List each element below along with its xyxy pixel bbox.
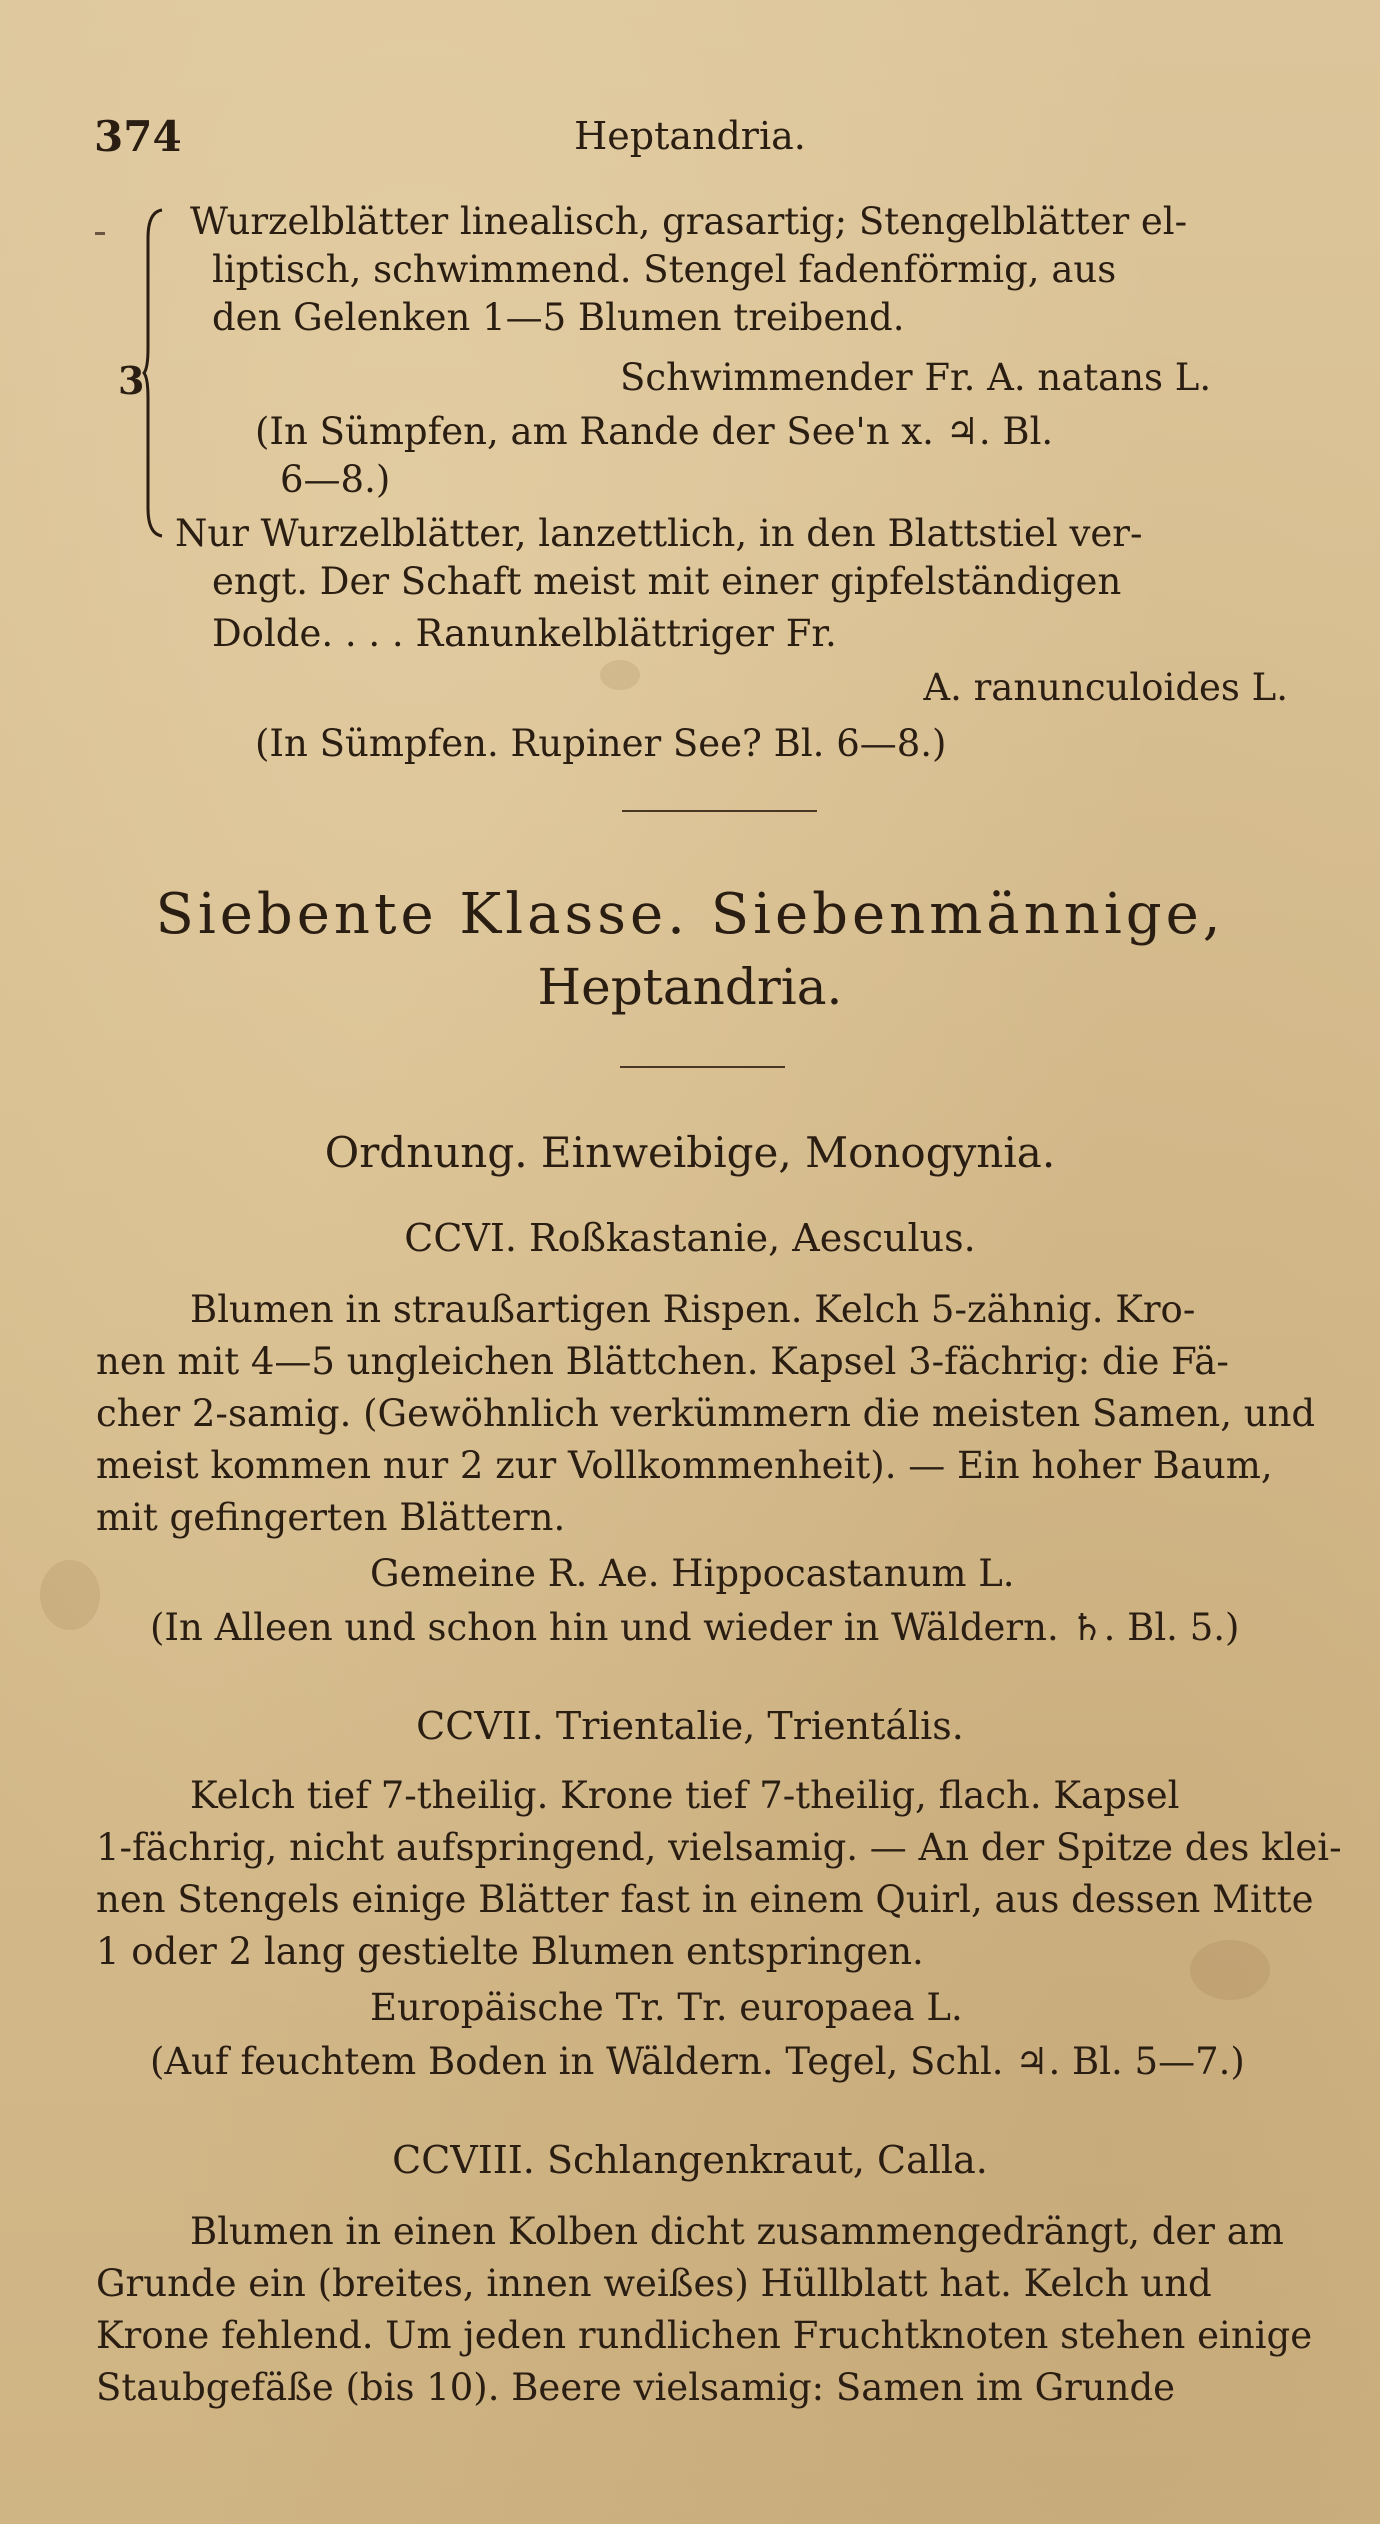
stain	[40, 1560, 100, 1630]
divider	[620, 1066, 785, 1068]
habitat-line: (Auf feuchtem Boden in Wäldern. Tegel, Schl. ♃. Bl. 5—7.)	[150, 2040, 1245, 2083]
genus-text: meist kommen nur 2 zur Vollkommenheit). — Ein hoher Baum,	[96, 1444, 1273, 1487]
genus-text: Blumen in straußartigen Rispen. Kelch 5-zähnig. Kro-	[190, 1288, 1196, 1331]
key-species: Schwimmender Fr. A. natans L.	[620, 356, 1212, 399]
genus-text: Staubgefäße (bis 10). Beere vielsamig: Samen im Grunde	[96, 2366, 1176, 2409]
stain	[1190, 1940, 1270, 2000]
genus-heading: CCVII. Trientalie, Trientális.	[416, 1704, 964, 1748]
genus-text: nen mit 4—5 ungleichen Blättchen. Kapsel 3-fächrig: die Fä-	[96, 1340, 1229, 1383]
genus-text: mit gefingerten Blättern.	[96, 1496, 566, 1539]
key-line: liptisch, schwimmend. Stengel fadenförmig, aus	[212, 248, 1117, 291]
genus-text: Blumen in einen Kolben dicht zusammengedrängt, der am	[190, 2210, 1284, 2253]
page-number: 374	[94, 112, 182, 161]
key-habitat: (In Sümpfen. Rupiner See? Bl. 6—8.)	[255, 722, 947, 765]
key-line: Dolde. . . . Ranunkelblättriger Fr.	[212, 612, 837, 655]
species-line: Gemeine R. Ae. Hippocastanum L.	[370, 1552, 1015, 1595]
genus-text: cher 2-samig. (Gewöhnlich verkümmern die meisten Samen, und	[96, 1392, 1316, 1435]
key-line: Wurzelblätter linealisch, grasartig; Stengelblätter el-	[190, 200, 1188, 243]
margin-mark	[95, 232, 105, 235]
class-latin: Heptandria.	[537, 958, 843, 1016]
class-title: Siebente Klasse. Siebenmännige,	[155, 882, 1225, 947]
key-line: den Gelenken 1—5 Blumen treibend.	[212, 296, 905, 339]
genus-heading: CCVIII. Schlangenkraut, Calla.	[392, 2138, 988, 2182]
running-title: Heptandria.	[574, 114, 806, 158]
key-line: engt. Der Schaft meist mit einer gipfelständigen	[212, 560, 1122, 603]
key-number: 3	[118, 358, 145, 403]
divider	[622, 810, 817, 812]
key-habitat: 6—8.)	[280, 458, 391, 501]
genus-text: nen Stengels einige Blätter fast in einem Quirl, aus dessen Mitte	[96, 1878, 1314, 1921]
order-heading: Ordnung. Einweibige, Monogynia.	[324, 1128, 1056, 1177]
stain	[600, 660, 640, 690]
genus-text: 1-fächrig, nicht aufspringend, vielsamig. — An der Spitze des klei-	[96, 1826, 1342, 1869]
genus-text: Grunde ein (breites, innen weißes) Hüllblatt hat. Kelch und	[96, 2262, 1212, 2305]
key-line: Nur Wurzelblätter, lanzettlich, in den Blattstiel ver-	[175, 512, 1143, 555]
curly-brace-icon	[142, 208, 164, 538]
key-habitat: (In Sümpfen, am Rande der See'n x. ♃. Bl.	[255, 410, 1054, 453]
genus-text: 1 oder 2 lang gestielte Blumen entspringen.	[96, 1930, 924, 1973]
habitat-line: (In Alleen und schon hin und wieder in Wäldern. ♄. Bl. 5.)	[150, 1606, 1240, 1649]
key-species: A. ranunculoides L.	[923, 666, 1288, 709]
species-line: Europäische Tr. Tr. europaea L.	[370, 1986, 963, 2029]
genus-text: Krone fehlend. Um jeden rundlichen Fruchtknoten stehen einige	[96, 2314, 1313, 2357]
genus-heading: CCVI. Roßkastanie, Aesculus.	[404, 1216, 976, 1260]
genus-text: Kelch tief 7-theilig. Krone tief 7-theilig, flach. Kapsel	[190, 1774, 1180, 1817]
